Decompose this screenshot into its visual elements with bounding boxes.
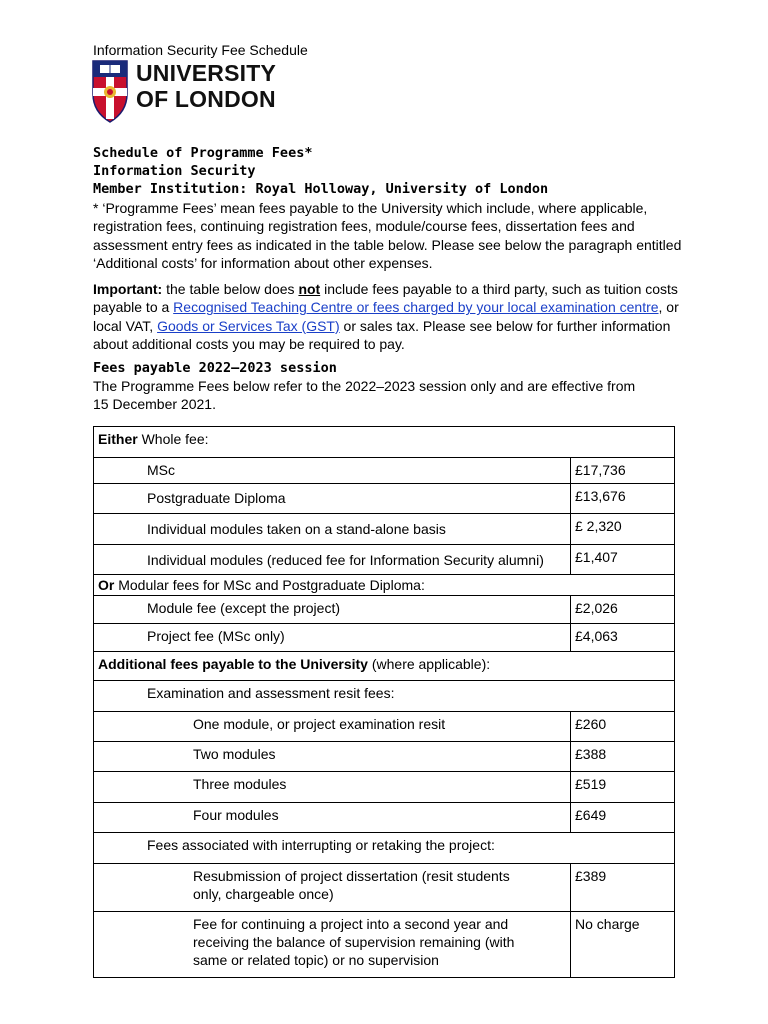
fees-section-line-1: The Programme Fees below refer to the 2022–2023 session only and are effective from bbox=[93, 378, 636, 394]
fee-amount-cell: £17,736 bbox=[571, 458, 675, 484]
fee-amount-cell: £388 bbox=[571, 742, 675, 772]
or-label: Or bbox=[98, 577, 115, 593]
important-text-1: the table below does bbox=[162, 281, 299, 297]
programme-heading: Information Security bbox=[93, 163, 256, 179]
fee-amount-cell: £13,676 bbox=[571, 484, 675, 514]
gst-link[interactable]: Goods or Services Tax (GST) bbox=[157, 317, 340, 334]
table-row bbox=[94, 803, 675, 833]
university-logo bbox=[92, 60, 292, 124]
either-whole-fee-cell bbox=[94, 427, 675, 458]
important-text-4: or sales tax. Please see below for further information about additional costs you may be required to pay. bbox=[93, 317, 671, 352]
fee-label-cell: One module, or project examination resit bbox=[94, 712, 571, 742]
table-row bbox=[94, 681, 675, 712]
table-row bbox=[94, 427, 675, 458]
fees-section-line-2: 15 December 2021. bbox=[93, 396, 216, 413]
fee-amount-cell: £2,026 bbox=[571, 596, 675, 624]
fee-label-cell: Module fee (except the project) bbox=[94, 596, 571, 624]
additional-fees-label: Additional fees payable to the University bbox=[98, 656, 368, 672]
fee-amount-cell: No charge bbox=[571, 912, 675, 978]
university-crest-icon bbox=[92, 60, 128, 124]
important-not: not bbox=[298, 281, 321, 297]
table-row bbox=[94, 575, 675, 596]
resit-heading-cell: Examination and assessment resit fees: bbox=[94, 681, 675, 712]
fee-label-cell: Two modules bbox=[94, 742, 571, 772]
interrupt-heading-cell: Fees associated with interrupting or retaking the project: bbox=[94, 833, 675, 864]
important-text-3: , or local VAT, bbox=[93, 299, 679, 334]
or-modular-fee-cell bbox=[94, 575, 675, 596]
table-row bbox=[94, 742, 675, 772]
document-header: Information Security Fee Schedule bbox=[93, 42, 308, 58]
table-row bbox=[94, 864, 675, 912]
table-row bbox=[94, 652, 675, 681]
whole-fee-label: Whole fee: bbox=[137, 431, 209, 447]
intro-paragraph: * ‘Programme Fees’ mean fees payable to the University which include, where applicable, registration fees, continuing registration fees, module/course fees, dissertation fees and assessment entry fees as indicated in the table below. Please see below the paragraph entitled ‘Additional costs’ for information about other expenses. bbox=[93, 200, 682, 271]
fee-amount-cell: £1,407 bbox=[571, 545, 675, 575]
table-row bbox=[94, 514, 675, 545]
fees-section-text bbox=[93, 377, 693, 414]
table-row bbox=[94, 545, 675, 575]
fee-label-cell: Fee for continuing a project into a second year and receiving the balance of supervision remaining (with same or related topic) or no supervision bbox=[94, 912, 571, 978]
table-row bbox=[94, 772, 675, 803]
additional-fees-cell bbox=[94, 652, 675, 681]
fee-label-cell: Three modules bbox=[94, 772, 571, 803]
fee-label-cell: Individual modules (reduced fee for Information Security alumni) bbox=[94, 545, 571, 575]
table-row bbox=[94, 458, 675, 484]
fee-label-cell: Project fee (MSc only) bbox=[94, 624, 571, 652]
schedule-heading: Schedule of Programme Fees* bbox=[93, 145, 313, 161]
fee-amount-cell: £649 bbox=[571, 803, 675, 833]
fee-label-cell: Postgraduate Diploma bbox=[94, 484, 571, 514]
fee-amount-cell: £4,063 bbox=[571, 624, 675, 652]
fee-label-cell: Four modules bbox=[94, 803, 571, 833]
recognised-teaching-centre-link[interactable]: Recognised Teaching Centre or fees charged by your local examination centre bbox=[173, 299, 659, 316]
important-text-2: include fees payable to a third party, such as tuition costs payable to a bbox=[93, 281, 678, 316]
table-row bbox=[94, 484, 675, 514]
fee-amount-cell: £ 2,320 bbox=[571, 514, 675, 545]
table-row bbox=[94, 596, 675, 624]
fee-amount-cell: £389 bbox=[571, 864, 675, 912]
logo-line-1: UNIVERSITY bbox=[136, 60, 277, 86]
fee-label-cell: MSc bbox=[94, 458, 571, 484]
fee-label-cell: Resubmission of project dissertation (resit students only, chargeable once) bbox=[94, 864, 571, 912]
additional-fees-note: (where applicable): bbox=[367, 656, 491, 672]
modular-fee-label: Modular fees for MSc and Postgraduate Diploma: bbox=[114, 577, 425, 593]
fees-section-heading: Fees payable 2022–2023 session bbox=[93, 360, 337, 376]
fee-label-cell: Individual modules taken on a stand-alone basis bbox=[94, 514, 571, 545]
fee-table bbox=[93, 426, 675, 978]
either-label: Either bbox=[98, 431, 138, 447]
fee-amount-cell: £260 bbox=[571, 712, 675, 742]
table-row bbox=[94, 712, 675, 742]
important-paragraph bbox=[93, 280, 693, 353]
table-row bbox=[94, 833, 675, 864]
important-label: Important: bbox=[93, 281, 163, 297]
fee-amount-cell: £519 bbox=[571, 772, 675, 803]
logo-line-2: OF LONDON bbox=[136, 86, 276, 112]
institution-heading: Member Institution: Royal Holloway, University of London bbox=[93, 181, 549, 197]
table-row bbox=[94, 624, 675, 652]
table-row bbox=[94, 912, 675, 978]
